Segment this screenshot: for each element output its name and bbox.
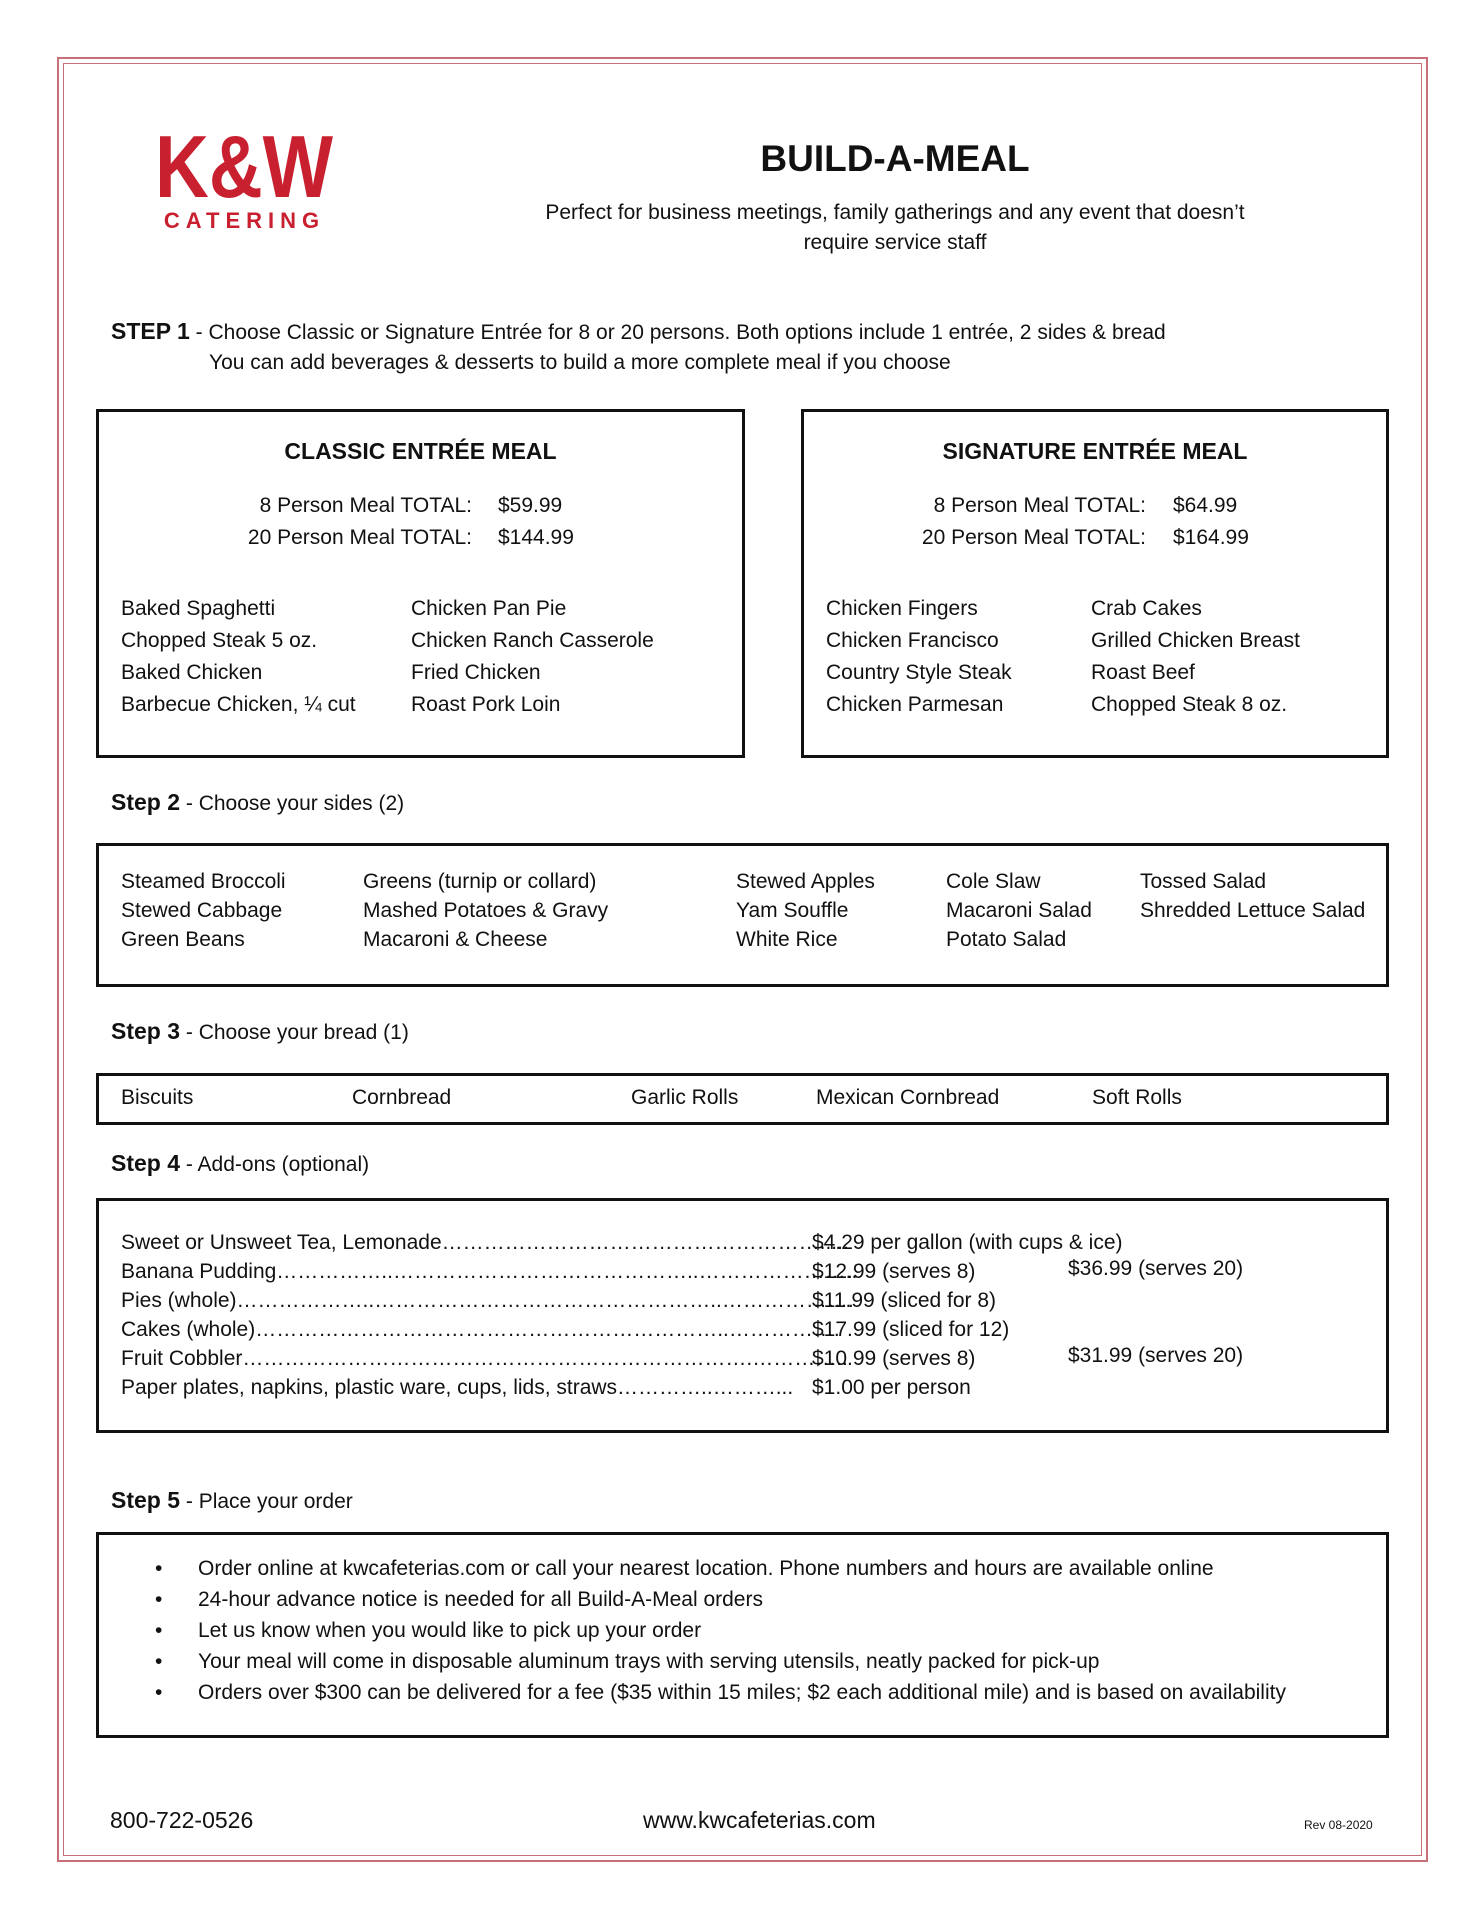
addons-box (96, 1198, 1389, 1433)
list-item: Chopped Steak 8 oz. (1091, 693, 1288, 716)
logo-subtitle: CATERING (163, 208, 326, 233)
addons-items (121, 1228, 857, 1402)
bread-box (96, 1073, 1389, 1125)
page-title: BUILD-A-MEAL (760, 138, 1030, 179)
list-item: Barbecue Chicken, ¼ cut (121, 693, 356, 716)
signature-price-labels (922, 490, 1146, 554)
signature-price-8: $64.99 (1173, 494, 1238, 517)
logo-mark (155, 125, 335, 205)
list-item: Baked Chicken (121, 661, 263, 684)
bullet-text: Order online at kwcafeterias.com or call your nearest location. Phone numbers and hours are available online (198, 1557, 1214, 1580)
addon-item: Cakes (whole)…………………………………………………………..……………. (121, 1318, 840, 1341)
list-item: Steamed Broccoli (121, 870, 286, 893)
classic-prices (498, 490, 574, 554)
signature-price-20: $164.99 (1173, 526, 1249, 549)
signature-prices (1173, 490, 1249, 554)
list-item: Chicken Francisco (826, 629, 999, 652)
list-item: Stewed Cabbage (121, 899, 283, 922)
classic-entrees-col2 (411, 593, 654, 721)
list-item: Chopped Steak 5 oz. (121, 629, 318, 652)
bullet-text: 24-hour advance notice is needed for all Build-A-Meal orders (198, 1588, 763, 1611)
step3-label: Step 3 (111, 1018, 181, 1044)
list-item: Chicken Pan Pie (411, 597, 567, 620)
bread-item: Cornbread (352, 1086, 452, 1109)
bullet-icon: • (155, 1650, 163, 1673)
list-item (155, 1553, 1286, 1584)
list-item: Country Style Steak (826, 661, 1012, 684)
bread-item: Garlic Rolls (631, 1086, 739, 1109)
sides-col2 (363, 867, 608, 954)
step1-text: - Choose Classic or Signature Entrée for 8 or 20 persons. Both options include 1 entrée, 2 sides & bread (189, 321, 1166, 344)
list-item: Greens (turnip or collard) (363, 870, 597, 893)
signature-entrees-col2 (1091, 593, 1300, 721)
list-item: Cole Slaw (946, 870, 1041, 893)
list-item: Grilled Chicken Breast (1091, 629, 1300, 652)
classic-price-8: $59.99 (498, 494, 563, 517)
list-item (155, 1677, 1286, 1708)
list-item: Mashed Potatoes & Gravy (363, 899, 609, 922)
bullet-icon: • (155, 1588, 163, 1611)
bullet-icon: • (155, 1681, 163, 1704)
list-item: Roast Beef (1091, 661, 1195, 684)
list-item: Macaroni & Cheese (363, 928, 548, 951)
step4-text: - Add-ons (optional) (180, 1153, 370, 1176)
step1-label: STEP 1 (111, 318, 190, 344)
page-subtitle: Perfect for business meetings, family gatherings and any event that doesn’t require service staff (545, 201, 1245, 254)
step3-text: - Choose your bread (1) (180, 1021, 409, 1044)
bread-item: Biscuits (121, 1086, 194, 1109)
step4-heading (111, 1150, 369, 1177)
addon-price: $4.29 per gallon (with cups & ice) (812, 1231, 1123, 1254)
list-item: Chicken Fingers (826, 597, 978, 620)
classic-entree-box (96, 409, 745, 758)
step5-label: Step 5 (111, 1487, 181, 1513)
bullet-text: Let us know when you would like to pick up your order (198, 1619, 702, 1642)
sides-col4 (946, 867, 1092, 954)
signature-entree-box (801, 409, 1389, 758)
order-instructions-list (155, 1553, 1286, 1708)
bullet-icon: • (155, 1619, 163, 1642)
list-item: Tossed Salad (1140, 870, 1267, 893)
signature-price-label-20: 20 Person Meal TOTAL: (921, 526, 1146, 549)
classic-heading: CLASSIC ENTRÉE MEAL (284, 438, 557, 464)
addon-item: Pies (whole)………………..…………………………………………..………………. (121, 1289, 854, 1312)
addon-price: $1.00 per person (812, 1376, 971, 1399)
list-item: Green Beans (121, 928, 245, 951)
addon-item: Fruit Cobbler……………………………………………………………….………….. (121, 1347, 848, 1370)
list-item (155, 1646, 1286, 1677)
classic-price-20: $144.99 (498, 526, 574, 549)
footer-website[interactable]: www.kwcafeterias.com (643, 1807, 876, 1833)
sides-box (96, 843, 1389, 987)
step4-label: Step 4 (111, 1150, 181, 1176)
step2-heading (111, 789, 404, 816)
list-item: Yam Souffle (736, 899, 849, 922)
addon-item: Sweet or Unsweet Tea, Lemonade………………………………………………..... (121, 1231, 849, 1254)
list-item: Fried Chicken (411, 661, 541, 684)
list-item: Roast Pork Loin (411, 693, 561, 716)
addon-price: $11.99 (sliced for 8) (812, 1289, 997, 1312)
list-item (155, 1615, 1286, 1646)
addons-prices (812, 1228, 1123, 1402)
step2-label: Step 2 (111, 789, 181, 815)
bullet-text: Orders over $300 can be delivered for a fee ($35 within 15 miles; $2 each additional mile) and is based on availability (198, 1681, 1286, 1704)
step1-heading (111, 318, 1166, 345)
sides-col3 (736, 867, 875, 954)
addon-price-20: $36.99 (serves 20) (1068, 1257, 1244, 1280)
signature-heading: SIGNATURE ENTRÉE MEAL (942, 438, 1248, 464)
step5-heading (111, 1487, 353, 1514)
addon-price: $17.99 (sliced for 12) (812, 1318, 1010, 1341)
list-item: Macaroni Salad (946, 899, 1092, 922)
list-item: Shredded Lettuce Salad (1140, 899, 1366, 922)
sides-col1 (121, 867, 286, 954)
addon-item: Banana Pudding……………..……………………………………..………………….. (121, 1260, 858, 1283)
list-item: White Rice (736, 928, 838, 951)
bullet-icon: • (155, 1557, 163, 1580)
addon-item: Paper plates, napkins, plastic ware, cups, lids, straws…………..………... (121, 1376, 794, 1399)
addon-price-20: $31.99 (serves 20) (1068, 1344, 1244, 1367)
step3-heading (111, 1018, 409, 1045)
classic-price-label-20: 20 Person Meal TOTAL: (247, 526, 472, 549)
bread-item: Soft Rolls (1092, 1086, 1182, 1109)
footer-revision: Rev 08-2020 (1304, 1818, 1373, 1832)
classic-price-labels (248, 490, 472, 554)
step1-text-line2: You can add beverages & desserts to build a more complete meal if you choose (209, 351, 951, 374)
sides-col5 (1140, 867, 1365, 925)
classic-entrees-col1 (121, 593, 356, 721)
logo-text: K&W (155, 125, 333, 205)
bullet-text: Your meal will come in disposable aluminum trays with serving utensils, neatly packed for pick-up (198, 1650, 1100, 1673)
signature-entrees-col1 (826, 593, 1012, 721)
kw-catering-logo (155, 125, 335, 237)
bread-item: Mexican Cornbread (816, 1086, 1000, 1109)
list-item: Stewed Apples (736, 870, 875, 893)
addon-price: $12.99 (serves 8) (812, 1260, 976, 1283)
list-item: Chicken Parmesan (826, 693, 1004, 716)
list-item: Baked Spaghetti (121, 597, 276, 620)
classic-price-label-8: 8 Person Meal TOTAL: (259, 494, 472, 517)
signature-price-label-8: 8 Person Meal TOTAL: (933, 494, 1146, 517)
list-item: Chicken Ranch Casserole (411, 629, 654, 652)
list-item: Potato Salad (946, 928, 1067, 951)
step2-text: - Choose your sides (2) (180, 792, 405, 815)
footer-phone: 800-722-0526 (110, 1807, 254, 1833)
list-item: Crab Cakes (1091, 597, 1202, 620)
list-item (155, 1584, 1286, 1615)
addon-price: $10.99 (serves 8) (812, 1347, 976, 1370)
step5-text: - Place your order (180, 1490, 353, 1513)
